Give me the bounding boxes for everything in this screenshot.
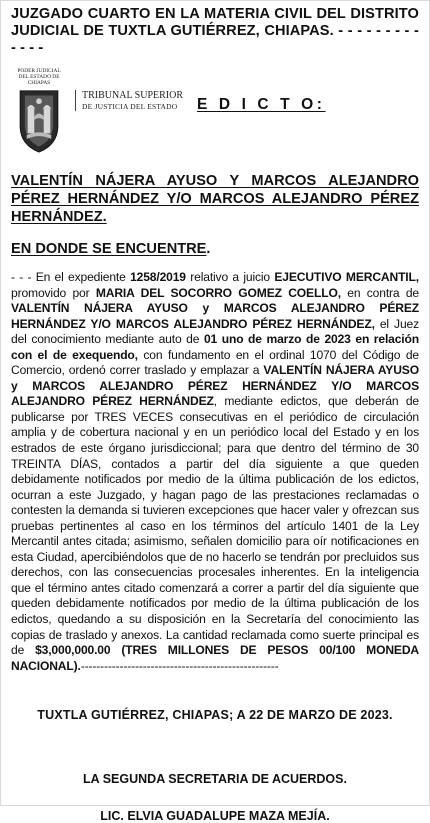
body-text-segment: - - - En el expediente bbox=[11, 270, 131, 284]
body-text-segment: el Juez del conocimiento mediante auto de bbox=[11, 316, 419, 347]
dash-fill: --------------------------------------------------- bbox=[80, 658, 279, 673]
tribunal-name bbox=[75, 90, 183, 111]
tribunal-line-1: TRIBUNAL SUPERIOR bbox=[82, 90, 184, 101]
judicial-seal-logo bbox=[11, 68, 67, 154]
tribunal-line-2: DE JUSTICIA DEL ESTADO bbox=[82, 102, 178, 111]
signer-name: LIC. ELVIA GUADALUPE MAZA MEJÍA. bbox=[100, 809, 330, 823]
defendants-names: VALENTÍN NÁJERA AYUSO Y MARCOS ALEJANDRO PÉREZ HERNÁNDEZ Y/O MARCOS ALEJANDRO PÉREZ HERNÁNDEZ. bbox=[11, 173, 419, 225]
date-line: TUXTLA GUTIÉRREZ, CHIAPAS; A 22 DE MARZO DE 2023. bbox=[37, 708, 393, 723]
trial-type: EJECUTIVO MERCANTIL, bbox=[274, 270, 419, 284]
defendants-bold: VALENTÍN NÁJERA AYUSO y MARCOS ALEJANDRO PÉREZ HERNÁNDEZ Y/O MARCOS ALEJANDRO PÉREZ HERNÁNDEZ, bbox=[11, 301, 419, 331]
body-text-segment: relativo a juicio bbox=[185, 270, 275, 284]
plaintiff-name: MARIA DEL SOCORRO GOMEZ COELLO, bbox=[95, 285, 341, 300]
body-text-segment: en contra de bbox=[340, 285, 419, 300]
body-text-segment: , mediante edictos, que deberán de publicarse por TRES VECES consecutivas en el periódico de circulación amplia y de cobertura nacional y en un periódico local del Estado y en los estrados de este órgano jurisdiccional; para que dentro del término de 30 TREINTA DÍAS, contados a partir del día siguiente a que queden debidamente notificados por medio de la última publicación de los edictos, ocurran a este Juzgado, y hagan pago de las prestaciones reclamadas o contesten la demanda si tuvieren excepciones que hacer valer y ofrezcan sus pruebas pertinentes al caso en los términos del artículo 1401 de la Ley Mercantil antes citada; asimismo, señalen domicilio para oír notificaciones en esta Ciudad, apercibiéndolos que de no hacerlo se tendrán por precluidos sus derechos, con las consecuencias procesales inherentes. En la inteligencia que el término antes citado comenzará a correr a partir del día siguiente que queden debidamente notificados por medio de la última publicación de los edictos, quedando a su disposición en la Secretaría del conocimiento las copias de traslado y anexos. La cantidad reclamada como suerte principal es de bbox=[11, 394, 419, 658]
logo-row bbox=[11, 68, 419, 158]
court-heading: JUZGADO CUARTO EN LA MATERIA CIVIL DEL DISTRITO JUDICIAL DE TUXTLA GUTIÉRREZ, CHIAPAS. - - - - - - - - - - - - - bbox=[11, 6, 419, 56]
claimed-amount: $3,000,000.00 (TRES MILLONES DE PESOS 00/100 MONEDA NACIONAL). bbox=[11, 643, 419, 673]
where-found-line: EN DONDE SE ENCUENTRE. bbox=[11, 241, 211, 257]
order-date: 01 uno de marzo de 2023 en relación con el de exequendo, bbox=[11, 332, 419, 362]
defendants-bold-2: VALENTÍN NÁJERA AYUSO y MARCOS ALEJANDRO PÉREZ HERNÁNDEZ Y/O MARCOS ALEJANDRO PÉREZ HERNÁNDEZ bbox=[11, 363, 419, 409]
body-text-segment: promovido por bbox=[11, 285, 96, 300]
body-text-segment: con fundamento en el ordinal 1070 del Código de Comercio, ordenó correr traslado y emplazar a bbox=[11, 347, 420, 378]
secretary-title: LA SEGUNDA SECRETARIA DE ACUERDOS. bbox=[83, 772, 347, 787]
seal-caption-2: DEL ESTADO DE CHIAPAS bbox=[18, 74, 60, 86]
edict-body bbox=[11, 270, 419, 674]
seal-caption-1: PODER JUDICIAL bbox=[17, 68, 61, 74]
coat-of-arms-icon bbox=[16, 88, 62, 154]
edicto-title: E D I C T O: bbox=[197, 96, 326, 113]
where-found-text: EN DONDE SE ENCUENTRE bbox=[11, 241, 207, 257]
case-number: 1258/2019 bbox=[130, 270, 186, 284]
